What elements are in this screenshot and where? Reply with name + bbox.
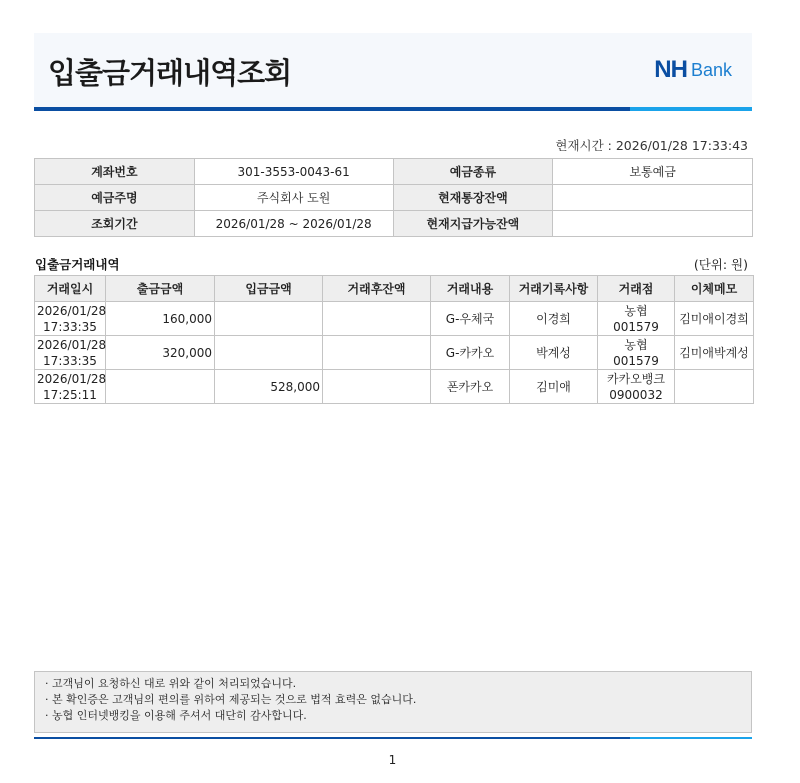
tx-datetime <box>35 302 106 336</box>
tx-record: 박계성 <box>510 336 598 370</box>
tx-date: 2026/01/28 <box>37 303 107 318</box>
tx-time: 17:25:11 <box>43 387 97 402</box>
tx-date: 2026/01/28 <box>37 371 107 386</box>
tx-datetime <box>35 370 106 404</box>
tx-memo: 김미애박계성 <box>675 336 754 370</box>
page-title: 입출금거래내역조회 <box>48 56 292 90</box>
transactions-title: 입출금거래내역 <box>35 257 120 272</box>
tx-branch: 농협 001579 <box>598 336 675 370</box>
transactions-table <box>34 275 754 404</box>
tx-memo <box>675 370 754 404</box>
column-header: 거래내용 <box>431 276 510 302</box>
available-balance-value <box>553 211 753 237</box>
table-row <box>35 336 754 370</box>
account-number-label: 계좌번호 <box>35 159 195 185</box>
table-header-row <box>35 276 754 302</box>
tx-description: 폰카카오 <box>431 370 510 404</box>
note-line: · 농협 인터넷뱅킹을 이용해 주셔서 대단히 감사합니다. <box>45 709 307 722</box>
deposit-type-label: 예금종류 <box>393 159 553 185</box>
account-info-table <box>34 158 753 237</box>
tx-time: 17:33:35 <box>43 319 97 334</box>
tx-balance <box>323 336 431 370</box>
table-row <box>35 302 754 336</box>
tx-record: 김미애 <box>510 370 598 404</box>
holder-label: 예금주명 <box>35 185 195 211</box>
column-header: 거래일시 <box>35 276 106 302</box>
tx-deposit <box>215 336 323 370</box>
column-header: 거래점 <box>598 276 675 302</box>
tx-deposit <box>215 302 323 336</box>
deposit-type-value: 보통예금 <box>553 159 753 185</box>
table-row <box>35 370 754 404</box>
note-line: · 본 확인증은 고객님의 편의를 위하여 제공되는 것으로 법적 효력은 없습니다. <box>45 693 417 706</box>
footer-notes <box>34 671 752 733</box>
tx-withdrawal: 320,000 <box>106 336 215 370</box>
tx-withdrawal: 160,000 <box>106 302 215 336</box>
tx-date: 2026/01/28 <box>37 337 107 352</box>
holder-value: 주식회사 도원 <box>194 185 393 211</box>
footer-divider <box>34 737 752 739</box>
logo-bank-text: Bank <box>690 59 732 80</box>
current-time: 현재시간 : 2026/01/28 17:33:43 <box>555 138 748 153</box>
tx-withdrawal <box>106 370 215 404</box>
tx-balance <box>323 370 431 404</box>
tx-branch: 농협 001579 <box>598 302 675 336</box>
header-divider <box>34 107 752 111</box>
period-value: 2026/01/28 ~ 2026/01/28 <box>194 211 393 237</box>
account-number-value: 301-3553-0043-61 <box>194 159 393 185</box>
tx-branch: 카카오뱅크 0900032 <box>598 370 675 404</box>
column-header: 거래기록사항 <box>510 276 598 302</box>
page-number: 1 <box>388 753 397 767</box>
tx-record: 이경희 <box>510 302 598 336</box>
tx-datetime <box>35 336 106 370</box>
balance-value <box>553 185 753 211</box>
tx-deposit: 528,000 <box>215 370 323 404</box>
tx-time: 17:33:35 <box>43 353 97 368</box>
column-header: 거래후잔액 <box>323 276 431 302</box>
period-label: 조회기간 <box>35 211 195 237</box>
tx-balance <box>323 302 431 336</box>
tx-memo: 김미애이경희 <box>675 302 754 336</box>
available-balance-label: 현재지급가능잔액 <box>393 211 553 237</box>
logo-nh-text: NH <box>654 56 687 83</box>
nh-bank-logo <box>654 57 732 83</box>
column-header: 이체메모 <box>675 276 754 302</box>
page-header <box>34 33 752 107</box>
column-header: 입금금액 <box>215 276 323 302</box>
column-header: 출금금액 <box>106 276 215 302</box>
unit-label: (단위: 원) <box>693 257 748 272</box>
balance-label: 현재통장잔액 <box>393 185 553 211</box>
tx-description: G-우체국 <box>431 302 510 336</box>
note-line: · 고객님이 요청하신 대로 위와 같이 처리되었습니다. <box>45 677 297 690</box>
tx-description: G-카카오 <box>431 336 510 370</box>
